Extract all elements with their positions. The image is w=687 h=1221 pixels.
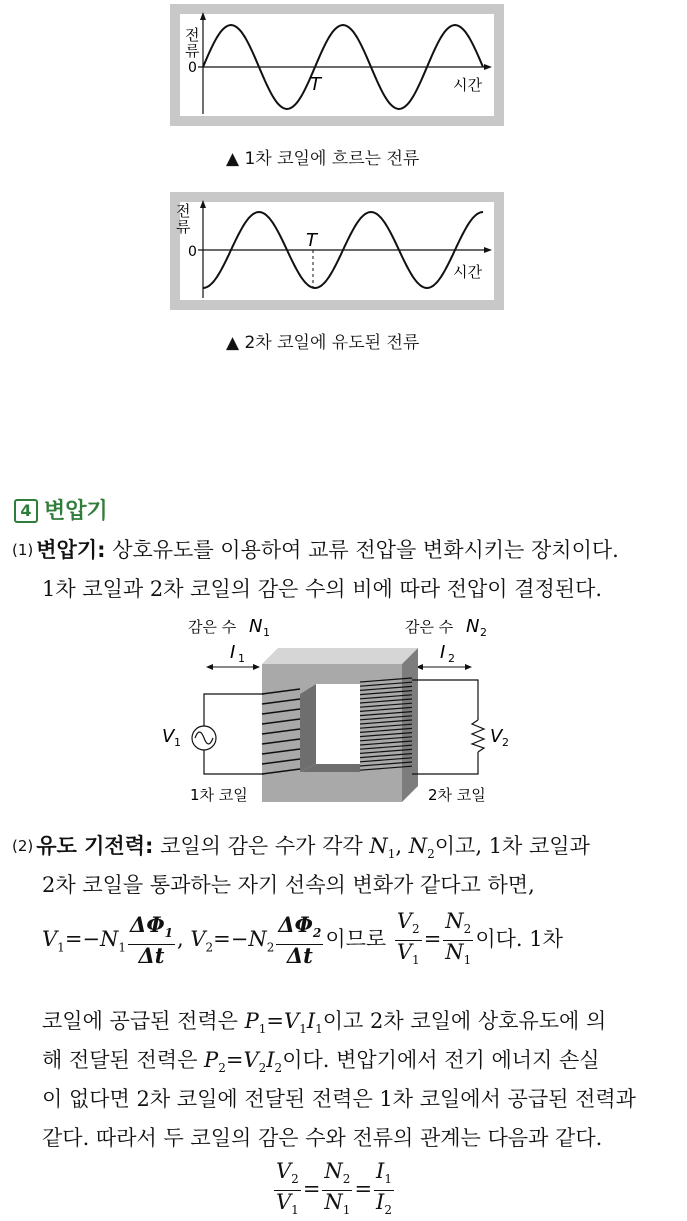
v1-symbol: V — [162, 726, 175, 747]
item1-number: (1) — [12, 541, 34, 559]
time-label: 시간 — [453, 263, 482, 281]
coil2-label: 2차 코일 — [428, 786, 486, 804]
v2-symbol: V — [490, 726, 503, 747]
item2-term: 유도 기전력: — [36, 834, 154, 858]
item2-text1-tail: 이고, 1차 코일과 — [434, 834, 590, 858]
turns2-sub: 2 — [480, 626, 487, 639]
line5-a: 해 전달된 전력은 — [42, 1048, 198, 1072]
turns2-label: 감은 수 — [405, 618, 454, 636]
item1-text1: 상호유도를 이용하여 교류 전압을 변화시키는 장치이다. — [112, 538, 619, 562]
ylabel-top: 전 — [185, 26, 200, 44]
coil1-label: 1차 코일 — [190, 786, 248, 804]
v1-sub: 1 — [174, 736, 181, 749]
ylabel-top: 전 — [176, 202, 191, 220]
item1-line1 — [12, 531, 619, 570]
item2-line1: (2) 유도 기전력: 코일의 감은 수가 각각 $N_1$, $N_2$이고, 1차 코일과 — [12, 834, 590, 862]
graph1-caption: ▲ 1차 코일에 흐르는 전류 — [226, 149, 420, 169]
graph2-caption: ▲ 2차 코일에 유도된 전류 — [226, 333, 420, 353]
eq-tail: 이다. 1차 — [475, 927, 563, 952]
final-equation: $\frac{V_2}{V_1}$ = $\frac{N_2}{N_1}$ = $\frac{I_1}{I_2}$ — [276, 1159, 392, 1218]
graph-secondary-current — [170, 192, 504, 310]
item2-text1: 코일의 감은 수가 각각 — [160, 834, 363, 858]
v2-sub: 2 — [502, 736, 509, 749]
item2-line5: 해 전달된 전력은 $P_2=V_2I_2$이다. 변압기에서 전기 에너지 손실 — [42, 1048, 600, 1076]
eq-connector: 이므로 — [325, 927, 387, 952]
item2-line2: 2차 코일을 통과하는 자기 선속의 변화가 같다고 하면, — [42, 873, 535, 897]
graph-primary-current — [170, 4, 504, 126]
line4-a: 코일에 공급된 전력은 — [42, 1009, 238, 1033]
turns1-symbol: N — [249, 616, 263, 637]
line5-b: 이다. 변압기에서 전기 에너지 손실 — [282, 1048, 600, 1072]
turns1-sub: 1 — [263, 626, 270, 639]
ylabel-bottom: 류 — [185, 42, 200, 60]
i1-sub: 1 — [238, 652, 245, 665]
transformer-diagram — [150, 612, 520, 812]
zero-label: 0 — [188, 60, 197, 76]
section-title: 변압기 — [44, 499, 108, 524]
item2-number: (2) — [12, 837, 34, 855]
i2-symbol: I — [440, 642, 446, 663]
section-number: 4 — [14, 499, 38, 523]
item1-term: 변압기: — [36, 538, 106, 562]
zero-label: 0 — [188, 244, 197, 260]
period-label: T — [310, 74, 321, 95]
item2-line6: 이 없다면 2차 코일에 전달된 전력은 1차 코일에서 공급된 전력과 — [42, 1087, 636, 1111]
i2-sub: 2 — [448, 652, 455, 665]
item2-line7: 같다. 따라서 두 코일의 감은 수와 전류의 관계는 다음과 같다. — [42, 1126, 603, 1150]
item1-line2: 1차 코일과 2차 코일의 감은 수의 비에 따라 전압이 결정된다. — [42, 577, 603, 601]
i1-symbol: I — [230, 642, 236, 663]
item2-equation-line: $V_1=-N_1$ $\frac{\Delta\Phi_1}{\Delta t}$ , $V_2=-N_2$ $\frac{\Delta\Phi_2}{\Delta t}$ 이므로 $\frac{V_2}{V_1}$ = $\frac{N_2}{N_1}$ 이다. 1차 — [42, 909, 563, 969]
ylabel-bottom: 류 — [176, 218, 191, 236]
turns1-label: 감은 수 — [188, 618, 237, 636]
line4-b: 이고 2차 코일에 상호유도에 의 — [322, 1009, 607, 1033]
item2-line4: 코일에 공급된 전력은 $P_1=V_1I_1$이고 2차 코일에 상호유도에 의 — [42, 1009, 607, 1037]
turns2-symbol: N — [466, 616, 480, 637]
time-label: 시간 — [453, 76, 482, 94]
period-label: T — [306, 230, 317, 251]
section-heading — [14, 494, 108, 525]
